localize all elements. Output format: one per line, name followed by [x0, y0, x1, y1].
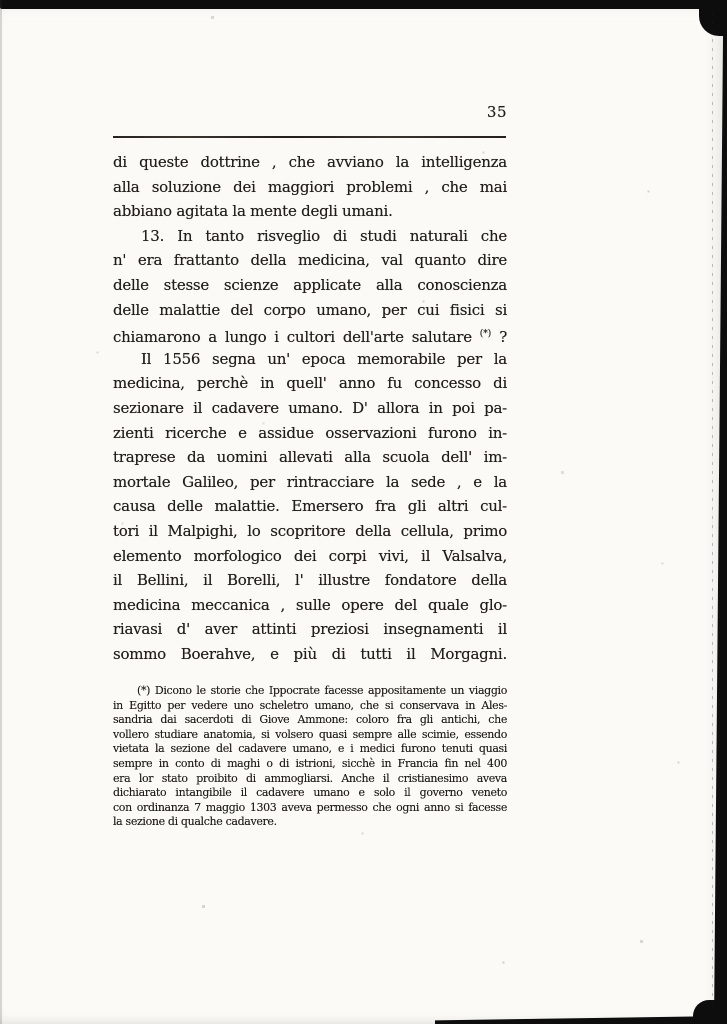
text-line: sezionare il cadavere umano. D' allora in poi pa-	[113, 398, 507, 417]
scan-border-bottom	[435, 1016, 727, 1024]
text-line: riavasi d' aver attinti preziosi insegnamenti il	[113, 620, 507, 639]
text-line: alla soluzione dei maggiori problemi , che mai	[113, 177, 507, 196]
text-line: delle malattie del corpo umano, per cui fisici si	[113, 300, 507, 319]
text-line: zienti ricerche e assidue osservazioni furono in-	[113, 423, 507, 442]
header-rule	[113, 136, 506, 138]
text-line: elemento morfologico dei corpi vivi, il Valsalva,	[113, 546, 507, 565]
text-line: medicina, perchè in quell' anno fu concesso di	[113, 374, 507, 393]
paragraph-13	[113, 224, 507, 347]
text-line: abbiano agitata la mente degli umani.	[113, 202, 393, 221]
text-line: il Bellini, il Borelli, l' illustre fondatore della	[113, 571, 507, 590]
text-line: traprese da uomini allevati alla scuola dell' im-	[113, 448, 507, 467]
paragraph-1556	[113, 347, 507, 667]
footnote-line: la sezione di qualche cadavere.	[113, 815, 277, 829]
text-line: tori il Malpighi, lo scopritore della cellula, primo	[113, 521, 507, 540]
paragraph-continuation	[113, 150, 507, 224]
footnote-line: (*) Dicono le storie che Ippocrate facesse appositamente un viaggio	[137, 684, 507, 697]
text-line: 13. In tanto risveglio di studi naturali che	[141, 226, 507, 245]
footnote	[113, 684, 507, 830]
scan-border-right	[714, 0, 727, 1024]
main-text	[113, 150, 507, 666]
page-number: 35	[486, 103, 507, 121]
text-line: delle stesse scienze applicate alla conoscienza	[113, 275, 507, 294]
footnote-line: dichiarato intangibile il cadavere umano e solo il governo veneto	[113, 786, 507, 800]
footnote-line: con ordinanza 7 maggio 1303 aveva permesso che ogni anno si facesse	[113, 800, 507, 814]
text-line: medicina meccanica , sulle opere del quale glo-	[113, 595, 507, 614]
text-line: n' era frattanto della medicina, val quanto dire	[113, 251, 507, 270]
text-line: di queste dottrine , che avviano la intelligenza	[113, 153, 507, 171]
text-line: mortale Galileo, per rintracciare la sede , e la	[113, 472, 507, 491]
text-line	[113, 322, 507, 347]
text-segment: chiamarono a lungo i cultori dell'arte salutare	[113, 328, 480, 347]
footnote-line: era lor stato proibito di ammogliarsi. Anche il cristianesimo aveva	[113, 771, 507, 785]
text-line: sommo Boerahve, e più di tutti il Morgagni.	[113, 644, 507, 663]
text-line: Il 1556 segna un' epoca memorabile per la	[141, 349, 507, 368]
page-gutter-line	[712, 12, 713, 1010]
footnote-line: vietata la sezione del cadavere umano, e i medici furono tenuti quasi	[113, 742, 507, 756]
footnote-line: sempre in conto di maghi o di istrioni, sicchè in Francia fin nel 400	[113, 756, 507, 770]
scan-border-left	[0, 0, 2, 1024]
text-segment: ?	[491, 328, 507, 347]
scan-corner-top-right	[699, 0, 727, 36]
footnote-line: vollero studiare anatomia, si volsero quasi sempre alle scimie, essendo	[113, 727, 507, 741]
scan-border-top	[0, 0, 727, 9]
footnote-line: sandria dai sacerdoti di Giove Ammone: coloro fra gli antichi, che	[113, 713, 507, 727]
text-line: causa delle malattie. Emersero fra gli altri cul-	[113, 497, 507, 516]
footnote-line: in Egitto per vedere uno scheletro umano, che si conservava in Ales-	[113, 698, 507, 712]
footnote-marker: (*)	[479, 329, 492, 340]
